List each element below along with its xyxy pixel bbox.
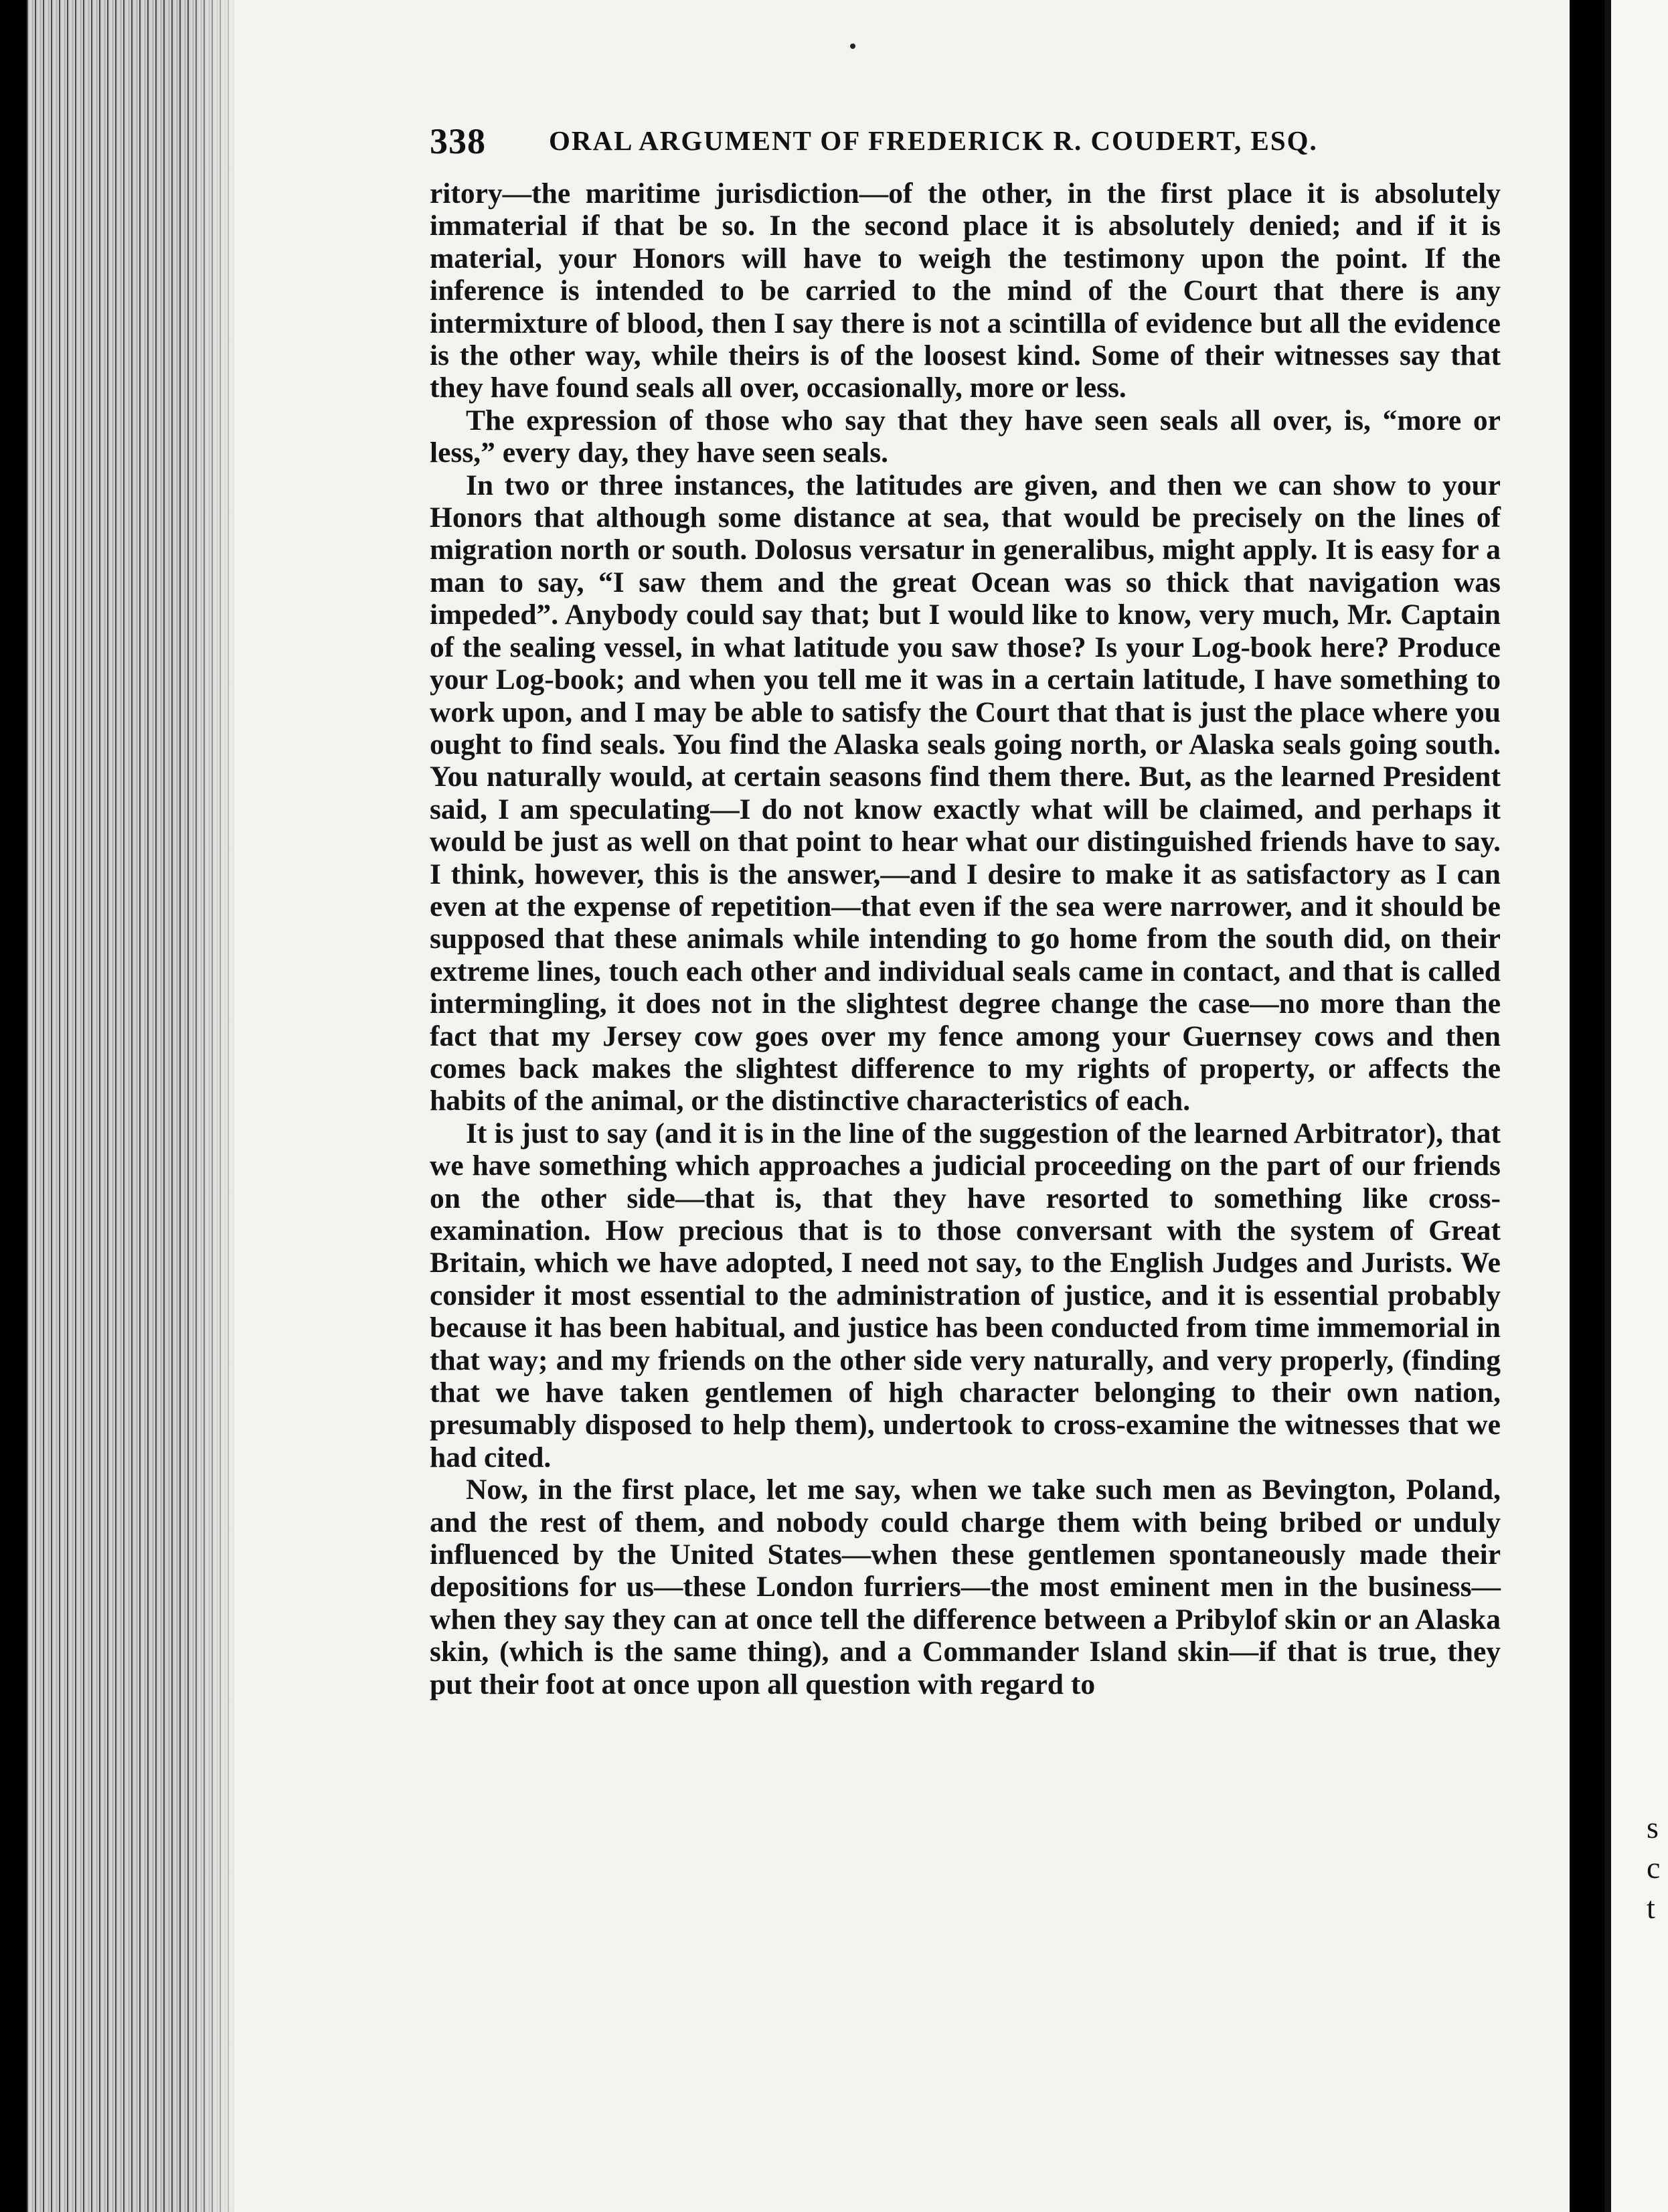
fragment-3: t [1647, 1891, 1655, 1925]
paragraph-2: The expression of those who say that they have seen seals all over, is, “more or less,” every day, they have seen seals. [430, 404, 1501, 469]
facing-page-strip [1604, 0, 1668, 2212]
paragraph-3: In two or three instances, the latitudes are given, and then we can show to your Honors that although some distance at sea, that would be precisely on the lines of migration north or south. Dolosus versatur in generalibus, might apply. It is easy for a man to say, “I saw them and the great Ocean was so thick that navigation was impeded”. Anybody could say that; but I would like to know, very much, Mr. Captain of the sealing vessel, in what latitude you saw those? Is your Log-book here? Produce your Log-book; and when you tell me it was in a certain latitude, I have something to work upon, and I may be able to satisfy the Court that that is just the place where you ought to find seals. You find the Alaska seals going north, or Alaska seals going south. You naturally would, at certain seasons find them there. But, as the learned President said, I am speculating—I do not know exactly what will be claimed, and perhaps it would be just as well on that point to hear what our distinguished friends have to say. I think, however, this is the answer,—and I desire to make it as satisfactory as I can even at the expense of repetition—that even if the sea were narrower, and it should be supposed that these animals while intending to go home from the south did, on their extreme lines, touch each other and individual seals came in contact, and that is called intermingling, it does not in the slightest degree change the case—no more than the fact that my Jersey cow goes over my fence among your Guernsey cows and then comes back makes the slightest difference to my rights of property, or affects the habits of the animal, or the distinctive characteristics of each. [430, 469, 1501, 1117]
book-page [27, 0, 1570, 2212]
facing-page-fragments [1647, 1808, 1660, 1928]
body-text [430, 177, 1501, 1701]
page-edges-fade [187, 0, 248, 2212]
paragraph-4: It is just to say (and it is in the line of the suggestion of the learned Arbitrator), that we have something which approaches a judicial proceeding on the part of our friends on the other side—that is, that they have resorted to something like cross-examination. How precious that is to those conversant with the system of Great Britain, which we have adopted, I need not say, to the English Judges and Jurists. We consider it most essential to the administration of justice, and it is essential probably because it has been habitual, and justice has been conducted from time immemorial in that way; and my friends on the other side very naturally, and very properly, (finding that we have taken gentlemen of high character belonging to their own nation, presumably disposed to help them), undertook to cross-examine the witnesses that we had cited. [430, 1117, 1501, 1474]
paragraph-5: Now, in the first place, let me say, when we take such men as Bevington, Poland, and the rest of them, and nobody could charge them with being bribed or unduly influenced by the United States—when these gentlemen spontaneously made their depositions for us—these London furriers—the most eminent men in the business—when they say they can at once tell the difference between a Pribylof skin or an Alaska skin, (which is the same thing), and a Commander Island skin—if that is true, they put their foot at once upon all question with regard to [430, 1474, 1501, 1701]
speck-mark [850, 44, 855, 49]
running-head: ORAL ARGUMENT OF FREDERICK R. COUDERT, ESQ. [549, 125, 1318, 156]
paragraph-1: ritory—the maritime jurisdiction—of the other, in the first place it is absolutely immaterial if that be so. In the second place it is absolutely denied; and if it is material, your Honors will have to weigh the testimony upon the point. If the inference is intended to be carried to the mind of the Court that there is any intermixture of blood, then I say there is not a scintilla of evidence but all the evidence is the other way, while theirs is of the loosest kind. Some of their witnesses say that they have found seals all over, occasionally, more or less. [430, 177, 1501, 404]
page-number: 338 [430, 121, 486, 161]
fragment-1: s [1647, 1810, 1659, 1844]
fragment-2: c [1647, 1850, 1661, 1885]
page-header [430, 121, 1380, 161]
